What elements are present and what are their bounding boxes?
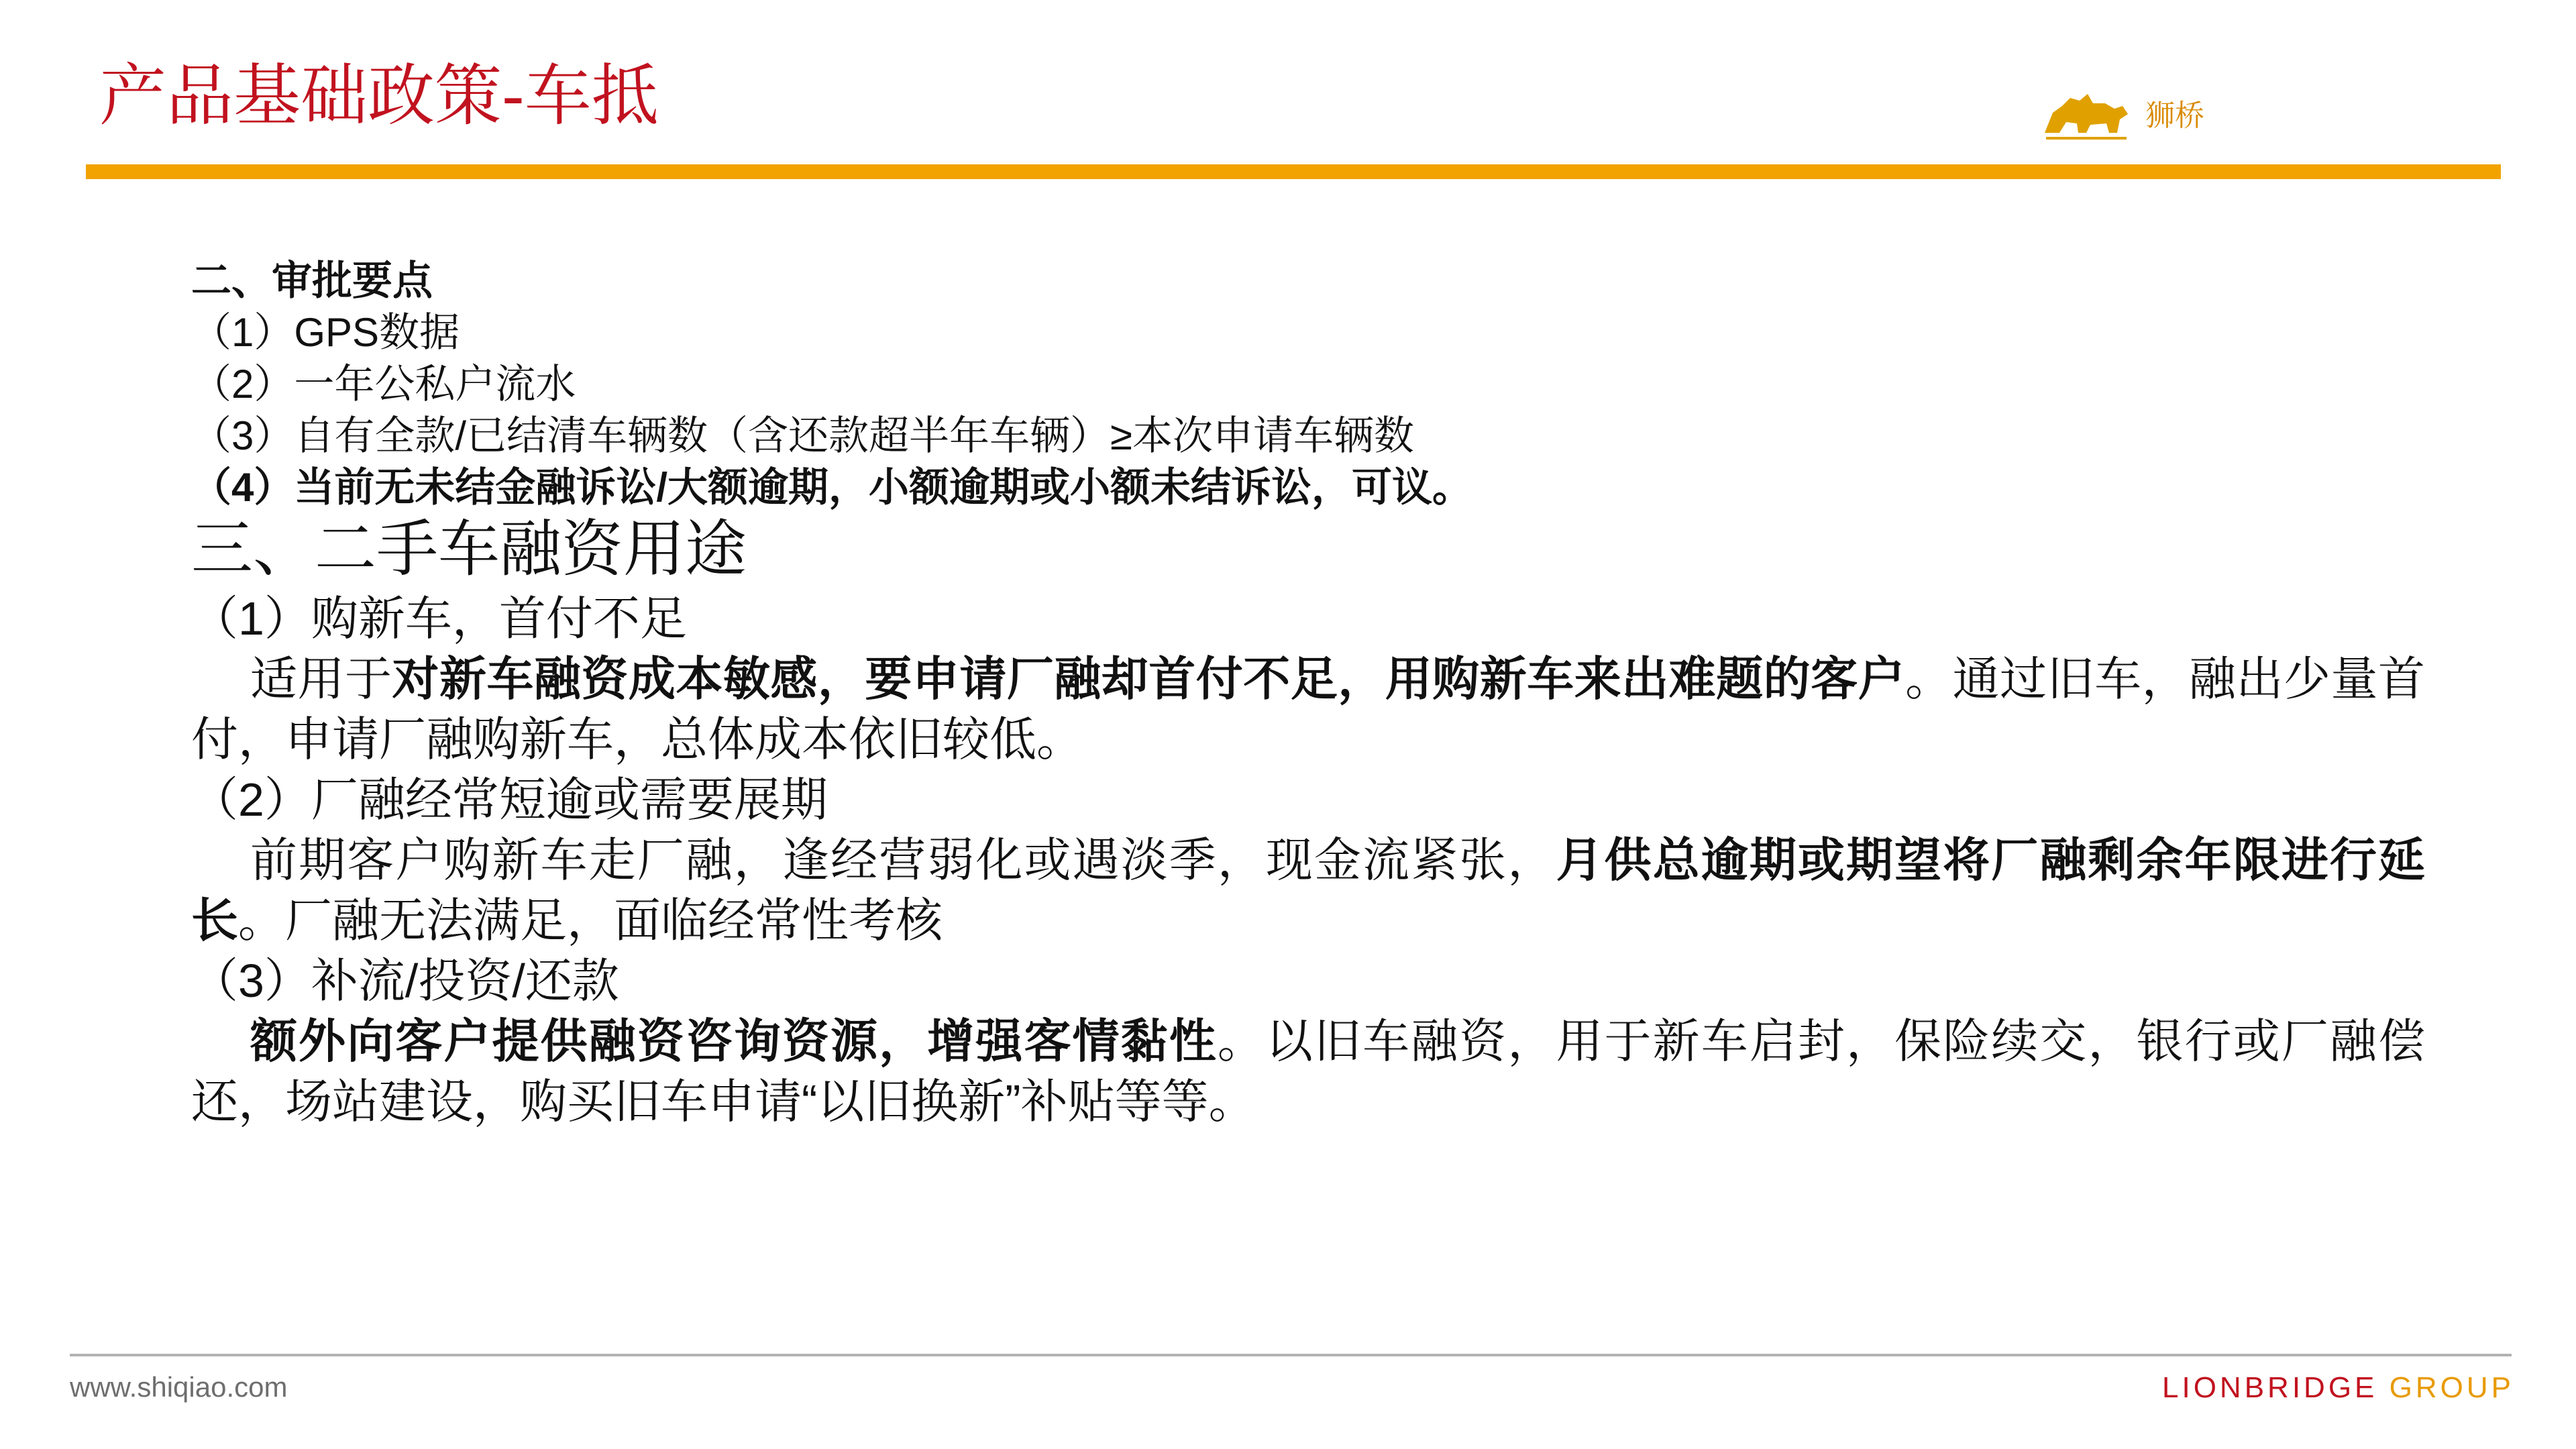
- section-heading-approval: 二、审批要点: [191, 258, 433, 303]
- lion-logo-icon: [2039, 86, 2133, 146]
- usage-item-3-title: （3）补流/投资/还款: [191, 955, 619, 1007]
- header-divider: [86, 164, 2501, 179]
- page-title: 产品基础政策-车抵: [99, 56, 659, 135]
- approval-item-4: （4）当前无未结金融诉讼/大额逾期，小额逾期或小额未结诉讼，可议。: [191, 465, 1473, 510]
- usage-item-1-title: （1）购新车，首付不足: [191, 592, 687, 645]
- approval-item-2: （2）一年公私户流水: [191, 362, 576, 407]
- approval-item-1: （1）GPS数据: [191, 310, 460, 355]
- footer-brand: LIONBRIDGE GROUP: [2162, 1371, 2514, 1404]
- usage-item-2-title: （2）厂融经常短逾或需要展期: [191, 773, 828, 826]
- logo-text: 狮桥: [2145, 99, 2204, 132]
- approval-item-3: （3）自有全款/已结清车辆数（含还款超半年车辆）≥本次申请车辆数: [191, 413, 1414, 458]
- company-logo: [2039, 86, 2204, 146]
- section-heading-usage: 三、二手车融资用途: [191, 513, 747, 585]
- usage-item-3-desc: 额外向客户提供融资咨询资源，增强客情黏性。以旧车融资，用于新车启封，保险续交，银行或厂融偿还，场站建设，购买旧车申请“以旧换新”补贴等等。: [191, 1015, 2426, 1128]
- footer-divider: [70, 1354, 2512, 1356]
- usage-item-1-desc: 适用于对新车融资成本敏感，要申请厂融却首付不足，用购新车来出难题的客户。通过旧车，融出少量首付，申请厂融购新车，总体成本依旧较低。: [191, 653, 2426, 765]
- usage-item-2-desc: 前期客户购新车走厂融，逢经营弱化或遇淡季，现金流紧张，月供总逾期或期望将厂融剩余年限进行延长。厂融无法满足，面临经常性考核: [191, 834, 2425, 947]
- footer-url: www.shiqiao.com: [70, 1371, 288, 1403]
- main-content: [191, 255, 2425, 1132]
